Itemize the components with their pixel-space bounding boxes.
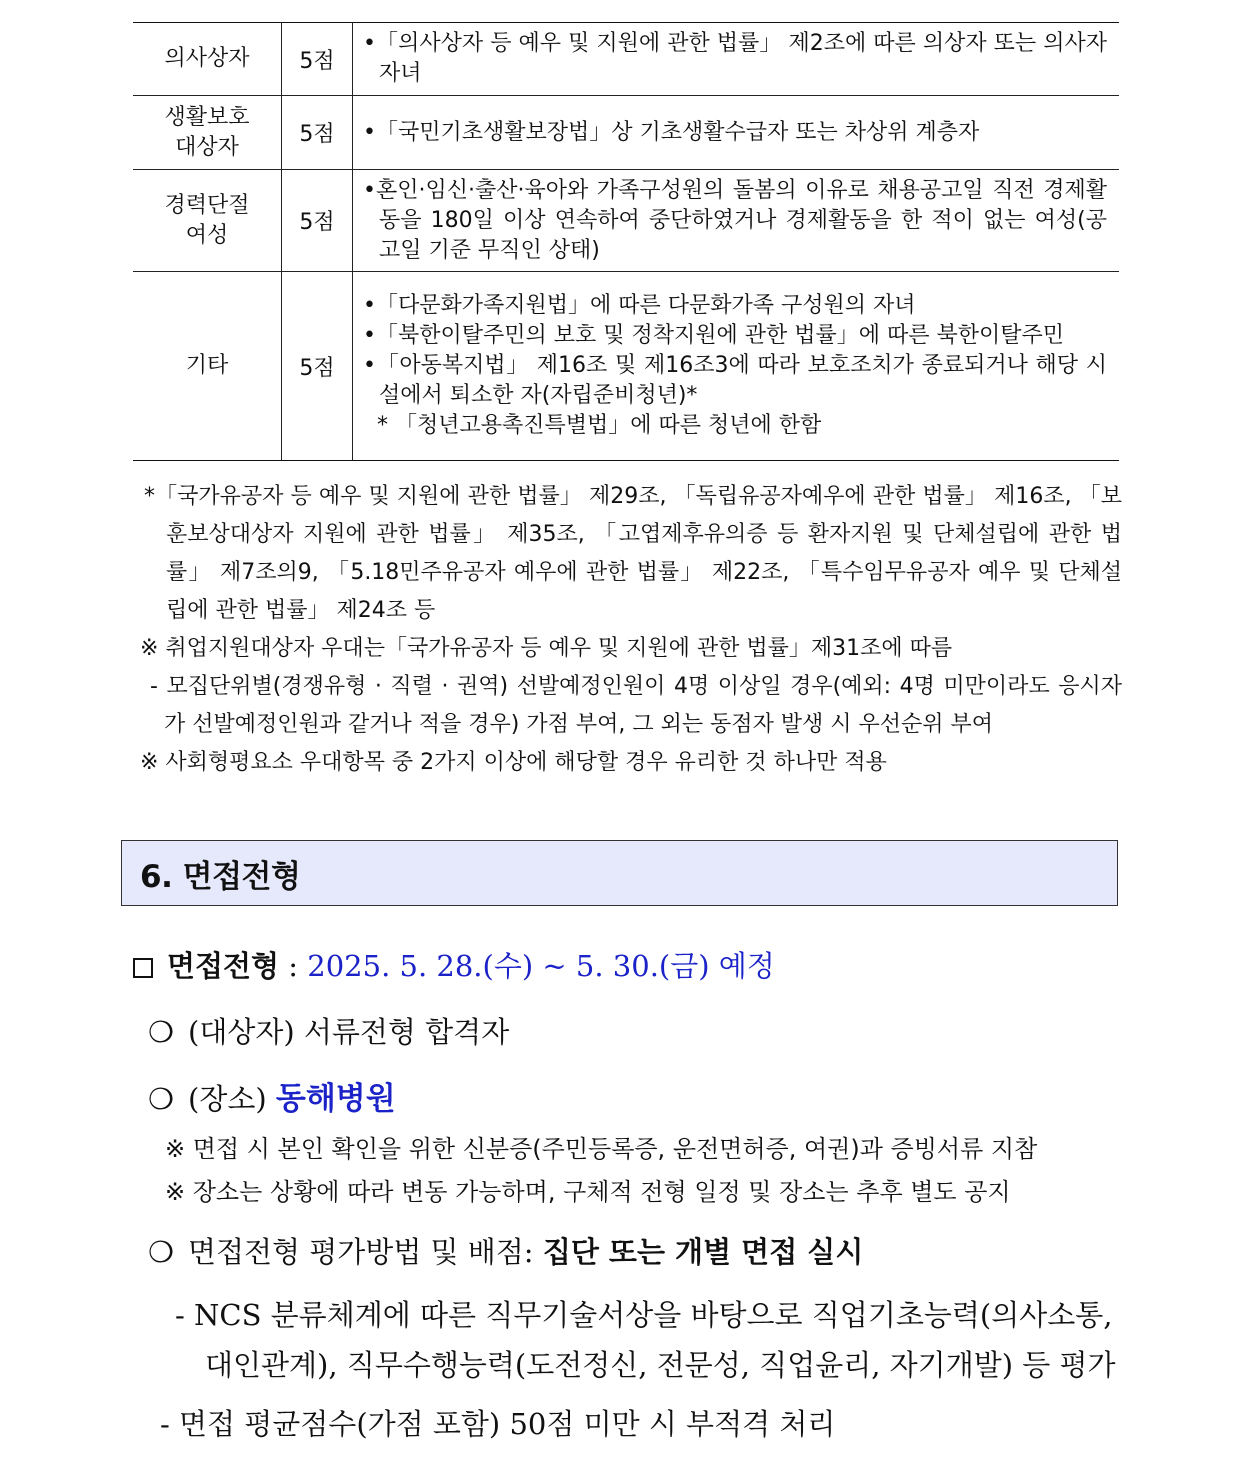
- score-cell: 5점: [282, 272, 353, 461]
- score-cell: 5점: [282, 23, 353, 96]
- veterans-law-note: *「국가유공자 등 예우 및 지원에 관한 법률」 제29조, 「독립유공자예우에 관한 법률」 제16조, 「보훈보상대상자 지원에 관한 법률」 제35조, 「고엽제후유의증 등 환자지원 및 단체설립에 관한 법률」 제7조의9, 「5.18민주유공자 예우에 관한 법률」 제22조, 「특수임무유공자 예우 및 단체설립에 관한 법률」 제24조 등: [144, 484, 1122, 623]
- footnote: * 「청년고용촉진특별법」에 따른 청년에 한함: [377, 413, 822, 438]
- table-row: [133, 170, 1119, 272]
- interview-heading: 면접전형 : 2025. 5. 28.(수) ~ 5. 30.(금) 예정: [133, 944, 775, 985]
- circle-bullet-icon: ❍: [148, 1235, 174, 1269]
- place-note: ※ 면접 시 본인 확인을 위한 신분증(주민등록증, 운전면허증, 여권)과 증빙서류 지참: [165, 1135, 1038, 1163]
- table-row: [133, 23, 1119, 96]
- list-item: •「국민기초생활보장법」상 기초생활수급자 또는 차상위 계층자: [363, 119, 980, 145]
- category-cell: 생활보호 대상자: [133, 96, 282, 170]
- category-cell: 의사상자: [133, 23, 282, 96]
- description-cell: [353, 96, 1120, 170]
- list-item: •「아동복지법」 제16조 및 제16조3에 따라 보호조치가 종료되거나 해당 시설에서 퇴소한 자(자립준비청년)*: [363, 353, 1107, 408]
- interview-place: 동해병원: [275, 1081, 396, 1117]
- ncs-line: - NCS 분류체계에 따른 직무기술서상을 바탕으로 직업기초능력(의사소통,: [175, 1298, 1113, 1332]
- place-line: ❍ (장소) 동해병원: [148, 1081, 396, 1117]
- place-note: ※ 장소는 상황에 따라 변동 가능하며, 구체적 전형 일정 및 장소는 추후 별도 공지: [165, 1178, 1011, 1206]
- ncs-line: 대인관계), 직무수행능력(도전정신, 전문성, 직업윤리, 자기개발) 등 평가: [205, 1348, 1116, 1382]
- preference-table: [133, 22, 1119, 461]
- notes-block: [140, 478, 1122, 782]
- description-cell: [353, 23, 1120, 96]
- interview-date: 2025. 5. 28.(수) ~ 5. 30.(금) 예정: [307, 949, 775, 983]
- category-cell: 경력단절 여성: [133, 170, 282, 272]
- description-cell: [353, 272, 1120, 461]
- table-row: [133, 96, 1119, 170]
- list-item: •혼인·임신·출산·육아와 가족구성원의 돌봄의 이유로 채용공고일 직전 경제활동을 180일 이상 연속하여 중단하였거나 경제활동을 한 적이 없는 여성(공고일 기준 무직인 상태): [363, 177, 1107, 263]
- score-line: - 면접 평균점수(가점 포함) 50점 미만 시 부적격 처리: [160, 1407, 836, 1441]
- score-cell: 5점: [282, 96, 353, 170]
- section-title: 6. 면접전형: [140, 858, 301, 895]
- list-item: •「다문화가족지원법」에 따른 다문화가족 구성원의 자녀: [363, 293, 916, 318]
- square-bullet-icon: [133, 958, 153, 978]
- reference-note: ※ 사회형평요소 우대항목 중 2가지 이상에 해당할 경우 유리한 것 하나만 적용: [140, 750, 887, 775]
- table-row: [133, 272, 1119, 461]
- heading-label: 면접전형: [167, 949, 280, 983]
- circle-bullet-icon: ❍: [148, 1082, 174, 1116]
- description-cell: [353, 170, 1120, 272]
- dash-note: - 모집단위별(경쟁유형 · 직렬 · 권역) 선발예정인원이 4명 이상일 경우(예외: 4명 미만이라도 응시자가 선발예정인원과 같거나 적을 경우) 가점 부여, 그 외는 동점자 발생 시 우선순위 부여: [150, 674, 1122, 737]
- list-item: •「북한이탈주민의 보호 및 정착지원에 관한 법률」에 따른 북한이탈주민: [363, 323, 1064, 348]
- category-cell: 기타: [133, 272, 282, 461]
- method-line: ❍ 면접전형 평가방법 및 배점: 집단 또는 개별 면접 실시: [148, 1235, 864, 1269]
- section-header: [121, 840, 1118, 906]
- score-cell: 5점: [282, 170, 353, 272]
- reference-note: ※ 취업지원대상자 우대는「국가유공자 등 예우 및 지원에 관한 법률」제31조에 따름: [140, 636, 953, 661]
- circle-bullet-icon: ❍: [148, 1015, 174, 1049]
- list-item: •「의사상자 등 예우 및 지원에 관한 법률」 제2조에 따른 의상자 또는 의사자 자녀: [363, 31, 1107, 86]
- target-line: ❍ (대상자) 서류전형 합격자: [148, 1015, 510, 1049]
